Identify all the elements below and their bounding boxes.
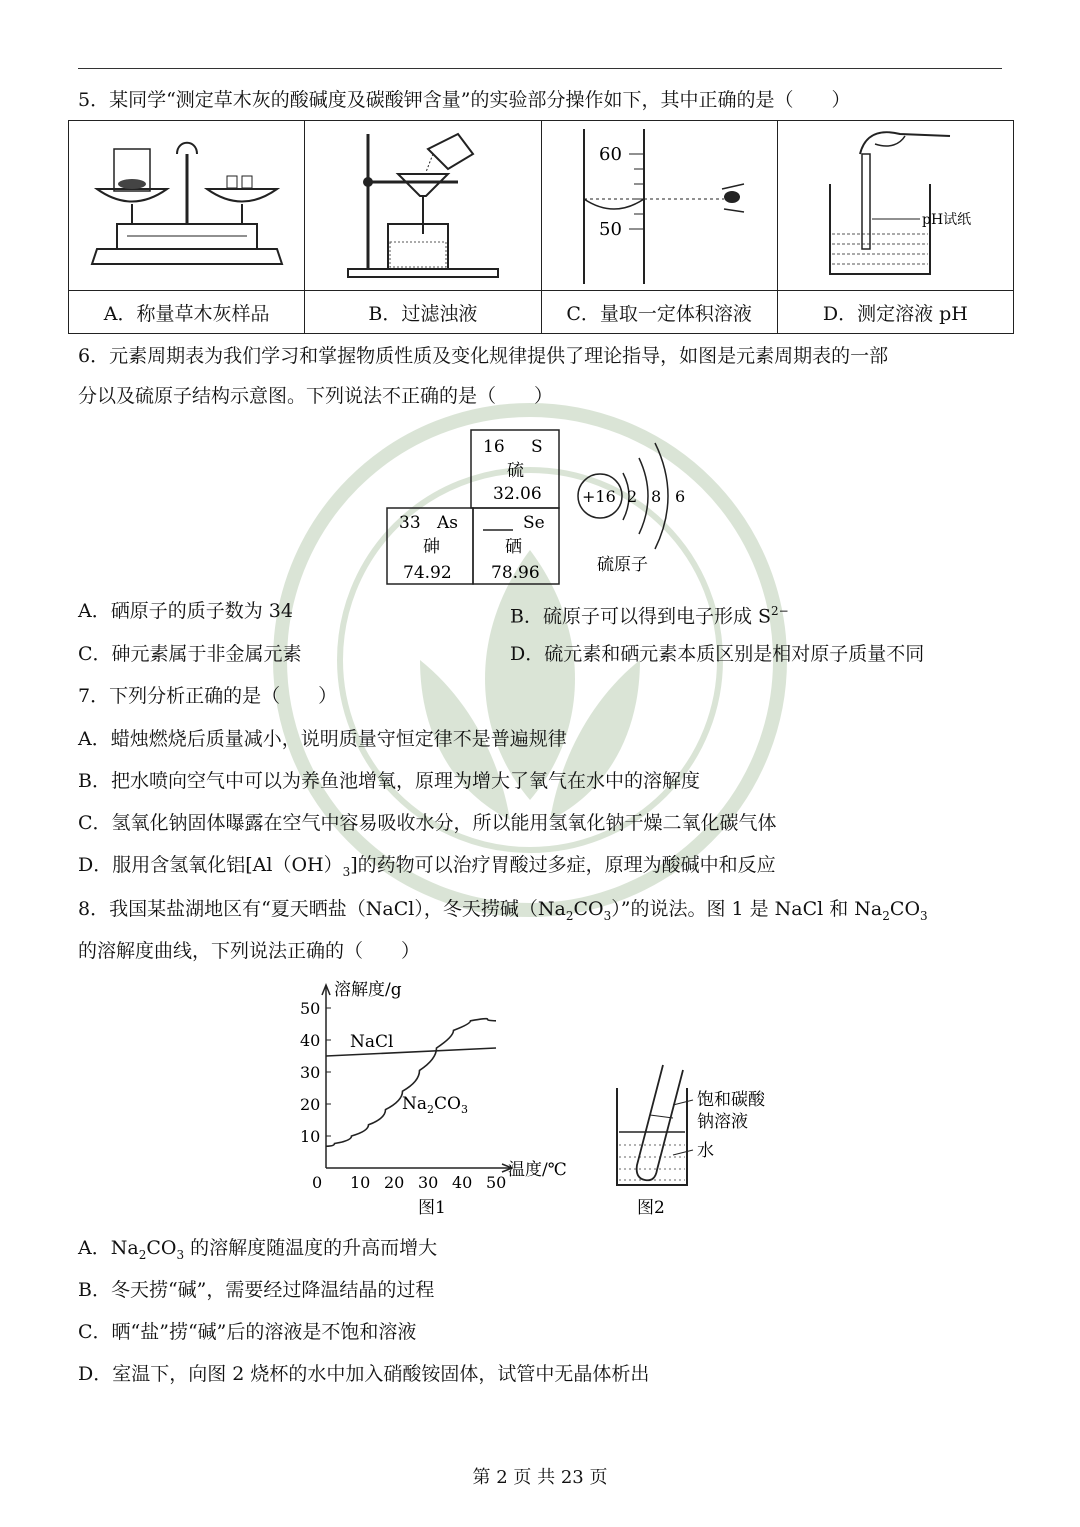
q5-figure-ph-test [777, 121, 1013, 291]
q8-option-c[interactable]: C．晒“盐”捞“碱”后的溶液是不饱和溶液 [78, 1321, 417, 1343]
cell-as-mass: 74.92 [403, 563, 452, 583]
q6-stem-line2: 分以及硫原子结构示意图。下列说法不正确的是（ ） [78, 385, 554, 407]
q8-stem-b: CO [573, 898, 604, 920]
fig2-label-saturated: 饱和碳酸 [697, 1090, 765, 1110]
q8-stem-line1 [78, 896, 928, 929]
balance-illustration [72, 124, 302, 284]
fig2-label-water: 水 [697, 1141, 714, 1161]
chart-xtick-label: 50 [486, 1173, 507, 1192]
fig2-label-solution: 钠溶液 [697, 1112, 748, 1132]
q5-option-b[interactable]: B．过滤浊液 [305, 291, 541, 334]
header-rule [78, 68, 1002, 69]
q7-stem: 7．下列分析正确的是（ ） [78, 685, 338, 707]
chart-ytick-label: 20 [300, 1095, 321, 1114]
q8-stem-c: ）”的说法。图 1 是 NaCl 和 Na [611, 898, 883, 920]
cell-as-name: 砷 [423, 537, 440, 557]
periodic-table-and-atom [385, 428, 705, 588]
q6-option-b-text: B．硫原子可以得到电子形成 S [510, 605, 772, 628]
chart-xtick-label: 30 [418, 1173, 439, 1192]
fig1-caption: 图1 [418, 1198, 446, 1218]
q8-option-b[interactable]: B．冬天捞“碱”，需要经过降温结晶的过程 [78, 1279, 435, 1301]
filter-illustration [308, 124, 538, 284]
cylinder-illustration [544, 124, 774, 284]
chart-xtick-label: 0 [312, 1173, 323, 1192]
q6-option-d[interactable]: D．硫元素和硒元素本质区别是相对原子质量不同 [510, 643, 925, 665]
q5-stem: 5．某同学“测定草木灰的酸碱度及碳酸钾含量”的实验部分操作如下，其中正确的是（ ） [78, 89, 851, 111]
cylinder-label-50: 50 [599, 218, 623, 240]
chart-ytick-label: 50 [300, 999, 321, 1018]
q8-option-d[interactable]: D．室温下，向图 2 烧杯的水中加入硝酸铵固体，试管中无晶体析出 [78, 1363, 650, 1385]
q7-option-d-pre: D．服用含氢氧化铝[Al（OH） [78, 854, 343, 876]
cell-s-name: 硫 [507, 461, 524, 481]
chart-ytick-label: 10 [300, 1127, 321, 1146]
shell-2: 8 [651, 487, 662, 506]
q5-option-d[interactable]: D．测定溶液 pH [777, 291, 1013, 334]
q7-option-c[interactable]: C．氢氧化钠固体曝露在空气中容易吸收水分，所以能用氢氧化钠干燥二氧化碳气体 [78, 812, 777, 834]
na2co3-co: CO [434, 1094, 461, 1114]
na2co3-sub3: 3 [460, 1103, 468, 1116]
ph-paper-label: pH试纸 [922, 211, 972, 228]
chart-xtick-label: 40 [452, 1173, 473, 1192]
q8-sub-2b: 2 [882, 908, 890, 923]
shell-1: 2 [627, 487, 638, 506]
q5-figure-cylinder [541, 121, 777, 291]
series-label-nacl: NaCl [350, 1032, 394, 1052]
figure-2-beaker-tube [605, 1060, 805, 1220]
page-footer: 第 2 页 共 23 页 [472, 1467, 608, 1488]
q8-stem-d: CO [889, 898, 921, 920]
q6-stem-line1: 6．元素周期表为我们学习和掌握物质性质及变化规律提供了理论指导，如图是元素周期表的一部 [78, 345, 889, 367]
cell-s-number: 16 [483, 437, 505, 457]
q7-option-a[interactable]: A．蜡烛燃烧后质量减小，说明质量守恒定律不是普遍规律 [78, 728, 567, 750]
q8-option-a-b: CO [146, 1237, 177, 1259]
chart-ylabel: 溶解度/g [334, 980, 402, 1000]
q5-options-table [68, 120, 1014, 334]
q6-option-b-sup: 2− [771, 604, 789, 618]
chart-ytick-label: 40 [300, 1031, 321, 1050]
cylinder-label-60: 60 [599, 143, 623, 165]
chart-xlabel: 温度/℃ [508, 1160, 567, 1180]
q8-option-a-c: 的溶解度随温度的升高而增大 [184, 1237, 438, 1259]
cell-se-mass: 78.96 [491, 563, 540, 583]
q7-option-d-sub: 3 [342, 864, 351, 879]
q8-sub-2a: 2 [565, 908, 574, 923]
cell-se-symbol: Se [523, 513, 545, 533]
cell-as-number: 33 [399, 513, 421, 533]
atom-label: 硫原子 [597, 555, 648, 575]
chart-ytick-label: 30 [300, 1063, 321, 1082]
na2co3-sub2: 2 [427, 1103, 435, 1116]
q6-option-b[interactable] [510, 598, 789, 629]
q8-option-a[interactable] [78, 1235, 437, 1268]
q8-stem-line2: 的溶解度曲线，下列说法正确的（ ） [78, 940, 421, 962]
q8-sub-3a: 3 [603, 908, 612, 923]
q8-stem-a: 8．我国某盐湖地区有“夏天晒盐（NaCl），冬天捞碱（Na [78, 898, 566, 920]
q5-option-a[interactable]: A．称量草木灰样品 [69, 291, 305, 334]
q8-option-a-sub2: 2 [138, 1247, 147, 1262]
q7-option-d[interactable] [78, 852, 776, 885]
cell-s-mass: 32.06 [493, 484, 542, 504]
shell-3: 6 [675, 487, 686, 506]
q5-figure-filter [305, 121, 541, 291]
q6-option-a[interactable]: A．硒原子的质子数为 34 [78, 600, 293, 622]
q5-figure-balance [69, 121, 305, 291]
q6-option-c[interactable]: C．砷元素属于非金属元素 [78, 643, 302, 665]
q7-option-d-post: ]的药物可以治疗胃酸过多症，原理为酸碱中和反应 [350, 854, 776, 876]
cell-as-symbol: As [437, 513, 459, 533]
fig2-caption: 图2 [637, 1198, 665, 1218]
nucleus-charge: +16 [582, 487, 616, 506]
chart-xtick-label: 10 [350, 1173, 371, 1192]
q8-option-a-sub3: 3 [176, 1247, 185, 1262]
cell-se-name: 硒 [505, 537, 522, 557]
solubility-chart [290, 975, 600, 1220]
q8-sub-3b: 3 [920, 908, 928, 923]
q7-option-b[interactable]: B．把水喷向空气中可以为养鱼池增氧，原理为增大了氧气在水中的溶解度 [78, 770, 700, 792]
q5-option-c[interactable]: C．量取一定体积溶液 [541, 291, 777, 334]
ph-test-illustration [780, 124, 1010, 284]
series-label-na2co3: $Na_2CO_3$ [402, 1094, 468, 1116]
chart-xtick-label: 20 [384, 1173, 405, 1192]
cell-s-symbol: S [531, 437, 543, 457]
q8-option-a-a: A．Na [78, 1237, 139, 1259]
